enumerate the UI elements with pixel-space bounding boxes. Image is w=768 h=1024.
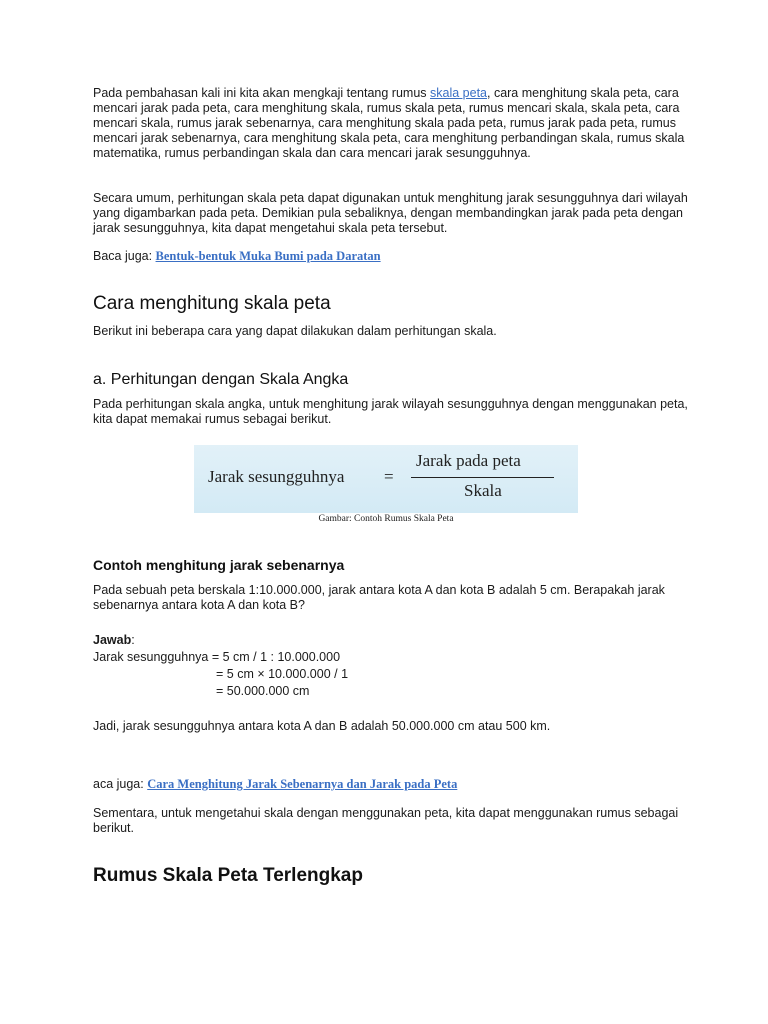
section-intro-text: Berikut ini beberapa cara yang dapat dilakukan dalam perhitungan skala.	[93, 324, 497, 338]
aca-juga-line	[93, 777, 457, 792]
skala-peta-text: Sementara, untuk mengetahui skala dengan menggunakan peta, kita dapat menggunakan rumus sebagai berikut.	[93, 806, 679, 835]
intro-text-end: , cara menghitung skala peta, cara mencari jarak pada peta, cara menghitung skala, rumus skala peta, rumus mencari skala, skala peta, cara mencari skala, rumus jarak sebenarnya, cara menghitung skala pada peta, rumus jarak pada peta, rumus mencari jarak sebenarnya, cara menghitung skala peta, cara menghitung perbandingan skala, rumus skala matematika, rumus perbandingan skala dan cara mencari jarak sesungguhnya.	[93, 86, 685, 160]
formula-caption: Gambar: Contoh Rumus Skala Peta	[318, 514, 454, 524]
calc-line-2: = 5 cm × 10.000.000 / 1	[216, 667, 349, 681]
section-heading-cara-menghitung: Cara menghitung skala peta	[93, 293, 331, 314]
subheading-contoh: Contoh menghitung jarak sebenarnya	[93, 557, 345, 573]
example-question: Pada sebuah peta berskala 1:10.000.000, jarak antara kota A dan kota B adalah 5 cm. Berapakah jarak sebenarnya antara kota A dan kota B?	[93, 583, 665, 612]
fraction-bar	[411, 477, 554, 478]
calc-line-3: = 50.000.000 cm	[216, 684, 310, 698]
cara-menghitung-jarak-link[interactable]: Cara Menghitung Jarak Sebenarnya dan Jarak pada Peta	[147, 777, 458, 791]
calc-line-1: Jarak sesungguhnya = 5 cm / 1 : 10.000.000	[93, 650, 341, 664]
bentuk-muka-bumi-link[interactable]: Bentuk-bentuk Muka Bumi pada Daratan	[155, 249, 381, 263]
section-heading-rumus: Rumus Skala Peta Terlengkap	[93, 865, 363, 886]
jawab-line	[93, 633, 135, 648]
skala-peta-link[interactable]: skala peta	[430, 86, 487, 100]
skala-angka-text: Pada perhitungan skala angka, untuk menghitung jarak wilayah sesungguhnya dengan menggunakan peta, kita dapat memakai rumus sebagai berikut.	[93, 397, 688, 426]
intro-paragraph	[93, 86, 693, 161]
baca-juga-line	[93, 249, 381, 264]
formula-denominator: Skala	[464, 481, 502, 500]
aca-juga-label: aca juga:	[93, 777, 148, 791]
formula-left-term: Jarak sesungguhnya	[208, 467, 345, 486]
formula-equals: =	[384, 467, 394, 486]
example-conclusion: Jadi, jarak sesungguhnya antara kota A dan B adalah 50.000.000 cm atau 500 km.	[93, 719, 551, 733]
jawab-label: Jawab	[93, 633, 132, 647]
baca-juga-label: Baca juga:	[93, 249, 156, 263]
intro-text-start: Pada pembahasan kali ini kita akan mengkaji tentang rumus	[93, 86, 431, 100]
formula-image	[194, 445, 578, 513]
subheading-skala-angka: a. Perhitungan dengan Skala Angka	[93, 371, 349, 388]
formula-numerator: Jarak pada peta	[416, 451, 521, 470]
general-paragraph: Secara umum, perhitungan skala peta dapat digunakan untuk menghitung jarak sesungguhnya dari wilayah yang digambarkan pada peta. Demikian pula sebaliknya, dengan membandingkan jarak pada peta dengan jarak sesungguhnya, kita dapat mengetahui skala peta tersebut.	[93, 191, 688, 235]
jawab-colon: :	[131, 633, 135, 647]
